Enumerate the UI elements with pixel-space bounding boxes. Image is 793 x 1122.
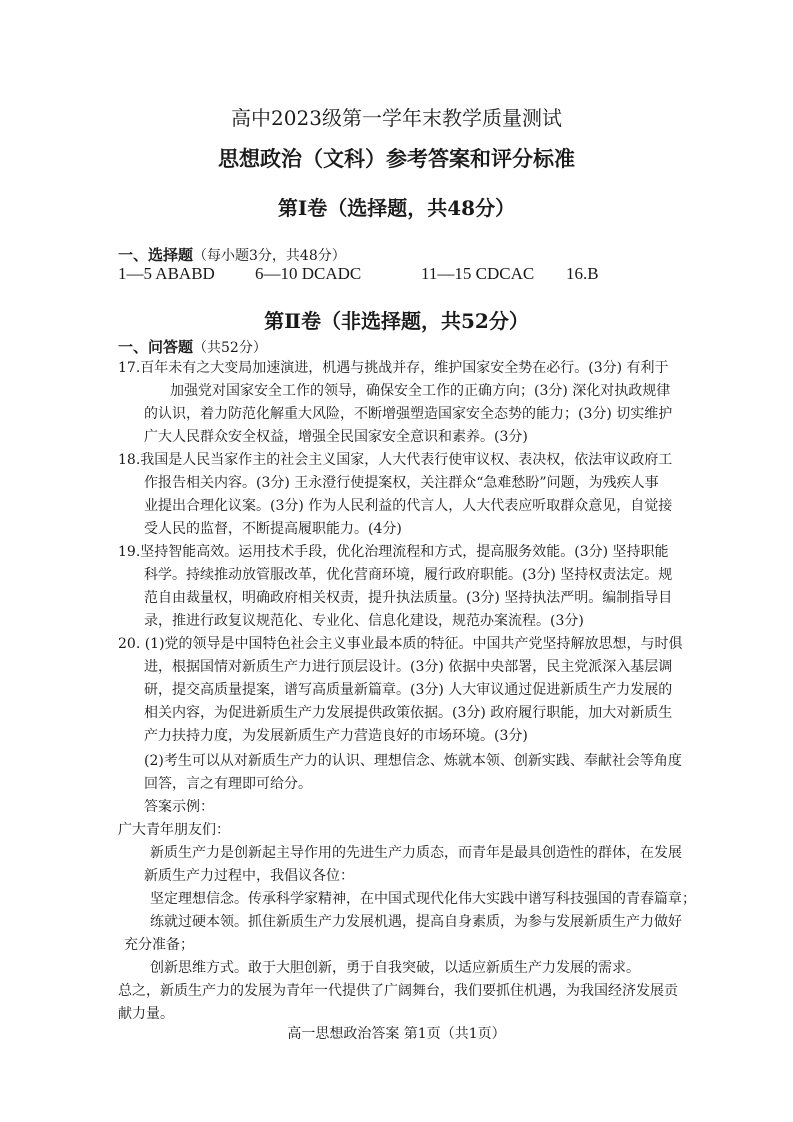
q19-line: 19.坚持智能高效。运用技术手段，优化治理流程和方式，提高服务效能。(3分) 坚持职能 (118, 544, 669, 560)
part2-title: 第Ⅱ卷（非选择题，共52分） (264, 309, 529, 333)
qa-section-label: 一、问答题 (118, 338, 194, 356)
q17-line: 广大人民群众安全权益，增强全民国家安全意识和素养。(3分) (144, 429, 528, 445)
q17-line: 加强党对国家安全工作的领导，确保安全工作的正确方向；(3分) 深化对执政规律 (170, 383, 671, 399)
q20-part1-line: 产力扶持力度，为发展新质生产力营造良好的市场环境。(3分) (144, 728, 528, 744)
q20-part2-line: (2)考生可以从对新质生产力的认识、理想信念、炼就本领、创新实践、奉献社会等角度 (144, 753, 682, 769)
sample-paragraph-line: 献力量。 (118, 1006, 174, 1022)
sample-answer-label: 答案示例： (144, 799, 214, 815)
answers-group-2: 6—10 DCADC (255, 264, 362, 283)
qa-section-note: （共52分） (193, 340, 267, 356)
exam-title: 高中2023级第一学年末教学质量测试 (231, 106, 562, 130)
answers-group-4: 16.B (566, 264, 599, 283)
q17-line: 17.百年未有之大变局加速演进，机遇与挑战并存，维护国家安全势在必行。(3分) 有利于 (118, 360, 669, 376)
q20-part1-line: 进，根据国情对新质生产力进行顶层设计。(3分) 依据中央部署，民主党派深入基层调 (144, 659, 673, 675)
q20-part2-line: 回答，言之有理即可给分。 (144, 776, 312, 792)
answers-group-1: 1—5 ABABD (118, 264, 215, 283)
q19-line: 科学。持续推动放管服改革，优化营商环境，履行政府职能。(3分) 坚持权责法定。规 (144, 567, 673, 583)
sample-paragraph-line: 新质生产力是创新起主导作用的先进生产力质态，而青年是最具创造性的群体，在发展 (150, 845, 682, 861)
sample-paragraph-line: 新质生产力过程中，我倡议各位： (144, 868, 354, 884)
q20-part1-line: 20. (1)党的领导是中国特色社会主义事业最本质的特征。中国共产党坚持解放思想，与时俱 (118, 636, 683, 652)
q20-part1-line: 研，提交高质量提案，谱写高质量新篇章。(3分) 人大审议通过促进新质生产力发展的 (144, 682, 673, 698)
sample-greeting: 广大青年朋友们： (118, 822, 230, 838)
answers-group-3: 11—15 CDCAC (421, 264, 535, 283)
part1-title: 第Ⅰ卷（选择题，共48分） (277, 196, 516, 220)
sample-paragraph-line: 充分准备； (124, 937, 194, 953)
sample-paragraph-line: 练就过硬本领。抓住新质生产力发展机遇，提高自身素质，为参与发展新质生产力做好 (150, 914, 682, 930)
q17-line: 的认识，着力防范化解重大风险，不断增强塑造国家安全态势的能力；(3分) 切实维护 (144, 406, 673, 422)
choice-section-label: 一、选择题 (118, 246, 194, 264)
choice-section-heading (118, 244, 346, 265)
q18-line: 作报告相关内容。(3分) 王永澄行使提案权，关注群众“急难愁盼”问题，为残疾人事 (144, 475, 659, 491)
qa-section-heading (118, 336, 267, 357)
document-title: 思想政治（文科）参考答案和评分标准 (218, 146, 575, 171)
sample-paragraph-line: 总之，新质生产力的发展为青年一代提供了广阔舞台，我们要抓住机遇，为我国经济发展贡 (118, 983, 678, 999)
sample-paragraph-line: 创新思维方式。敢于大胆创新，勇于自我突破，以适应新质生产力发展的需求。 (150, 960, 640, 976)
page-footer: 高一思想政治答案 第1页（共1页） (287, 1026, 506, 1042)
choice-section-note: （每小题3分，共48分） (193, 248, 346, 264)
q18-line: 18.我国是人民当家作主的社会主义国家，人大代表行使审议权、表决权，依法审议政府工 (118, 452, 673, 468)
q19-line: 范自由裁量权，明确政府相关权责，提升执法质量。(3分) 坚持执法严明。编制指导目 (144, 590, 673, 606)
q20-part1-line: 相关内容，为促进新质生产力发展提供政策依据。(3分) 政府履行职能，加大对新质生 (144, 705, 673, 721)
q18-line: 业提出合理化议案。(3分) 作为人民利益的代言人，人大代表应听取群众意见，自觉接 (144, 498, 673, 514)
sample-paragraph-line: 坚定理想信念。传承科学家精神，在中国式现代化伟大实践中谱写科技强国的青春篇章； (150, 891, 696, 907)
q18-line: 受人民的监督，不断提高履职能力。(4分) (144, 521, 402, 537)
q19-line: 录，推进行政复议规范化、专业化、信息化建设，规范办案流程。(3分) (144, 613, 584, 629)
